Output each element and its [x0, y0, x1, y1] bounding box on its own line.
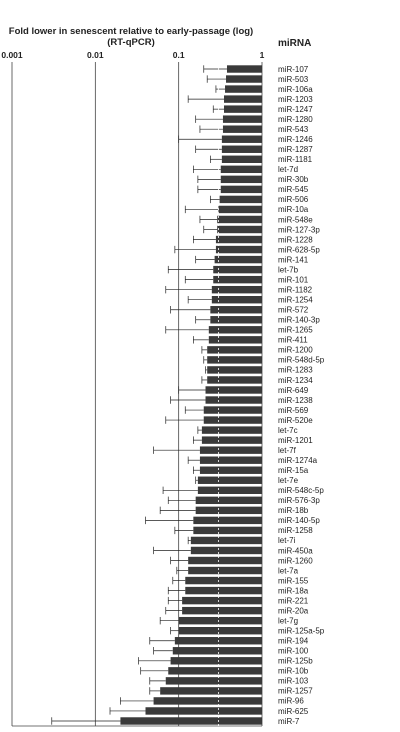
mirna-label: miR-548c-5p [278, 486, 324, 496]
mirna-label: miR-1260 [278, 556, 313, 566]
bar [222, 146, 262, 153]
bar [221, 176, 262, 183]
bar [220, 196, 262, 203]
mirna-label: miR-107 [278, 64, 309, 74]
mirna-label: miR-1257 [278, 686, 313, 696]
bar [196, 497, 262, 504]
bar [179, 627, 262, 634]
bar [207, 366, 262, 373]
bar [224, 105, 262, 112]
x-tick-label: 0.1 [172, 50, 185, 60]
bar [217, 216, 262, 223]
bar [227, 65, 262, 72]
mirna-label: miR-411 [278, 335, 308, 345]
bar [225, 85, 262, 92]
bar [160, 687, 262, 694]
bar [200, 467, 262, 474]
bar [204, 406, 262, 413]
bar [204, 416, 262, 423]
mirna-label: miR-127-3p [278, 225, 320, 235]
mirna-label: miR-18a [278, 586, 309, 596]
bar [209, 336, 262, 343]
bar [191, 537, 262, 544]
bar [173, 647, 262, 654]
bar [217, 226, 262, 233]
mirna-label: miR-7 [278, 716, 300, 726]
bar [185, 577, 262, 584]
mirna-label: miR-1287 [278, 145, 313, 155]
mirna-label: let-7f [278, 445, 296, 455]
mirna-label: miR-1228 [278, 235, 313, 245]
mirna-label: miR-221 [278, 596, 309, 606]
bar [216, 246, 262, 253]
mirna-label: let-7b [278, 265, 299, 275]
mirna-label: miR-1234 [278, 375, 313, 385]
bar [202, 436, 262, 443]
bar [212, 296, 262, 303]
mirna-label: miR-125a-5p [278, 626, 325, 636]
mirna-label: miR-506 [278, 195, 309, 205]
mirna-label: miR-1238 [278, 395, 313, 405]
mirna-label: miR-100 [278, 646, 309, 656]
bar [212, 286, 262, 293]
bar [171, 657, 262, 664]
mirna-label: miR-1283 [278, 365, 313, 375]
bar [207, 376, 262, 383]
x-tick-label: 0.01 [87, 50, 104, 60]
bar [221, 166, 262, 173]
bar [213, 276, 262, 283]
bar [216, 236, 262, 243]
mirna-label: miR-543 [278, 124, 309, 134]
mirna-label: miR-125b [278, 656, 313, 666]
chart-subtitle: (RT-qPCR) [107, 37, 155, 48]
bar [206, 386, 262, 393]
mirna-label: miR-625 [278, 706, 309, 716]
mirna-label: miR-10b [278, 666, 309, 676]
mirna-label: miR-10a [278, 205, 309, 215]
bar [224, 95, 262, 102]
mirna-label: miR-503 [278, 74, 309, 84]
mirna-label: miR-1181 [278, 155, 313, 165]
mirna-label: miR-545 [278, 185, 309, 195]
bar [193, 527, 262, 534]
bar [179, 617, 262, 624]
mirna-label: let-7i [278, 536, 296, 546]
bar [207, 346, 262, 353]
mirna-label: miR-572 [278, 305, 309, 315]
mirna-label: miR-140-3p [278, 315, 320, 325]
mirna-label: miR-1280 [278, 114, 313, 124]
bar [202, 426, 262, 433]
mirna-label: let-7g [278, 616, 299, 626]
bar [223, 125, 262, 132]
bar [222, 156, 262, 163]
mirna-label: let-7d [278, 165, 299, 175]
mirna-label: miR-141 [278, 255, 309, 265]
bar [196, 507, 262, 514]
bar [182, 597, 262, 604]
bar [120, 717, 262, 724]
mirna-label: miR-450a [278, 546, 313, 556]
mirna-label: miR-20a [278, 606, 309, 616]
bar [188, 557, 262, 564]
bar [221, 186, 262, 193]
bar [218, 206, 262, 213]
mirna-label: miR-1182 [278, 285, 313, 295]
bar [215, 256, 262, 263]
bar [209, 326, 262, 333]
mirna-label: miR-106a [278, 84, 313, 94]
bar [200, 446, 262, 453]
x-tick-label: 0.001 [1, 50, 23, 60]
mirna-label: miR-1201 [278, 435, 313, 445]
bar [154, 697, 262, 704]
bar [166, 677, 262, 684]
mirna-label: miR-548d-5p [278, 355, 325, 365]
bar [213, 266, 262, 273]
mirna-label: miR-1265 [278, 325, 313, 335]
mirna-label: miR-1200 [278, 345, 313, 355]
bar [198, 477, 262, 484]
mirna-column-header: miRNA [278, 38, 312, 49]
x-tick-label: 1 [259, 50, 265, 60]
mirna-label: miR-576-3p [278, 496, 320, 506]
chart-title: Fold lower in senescent relative to early-passage (log) [8, 26, 254, 37]
mirna-label: let-7a [278, 566, 299, 576]
mirna-label: miR-569 [278, 405, 309, 415]
bar [168, 667, 262, 674]
mirna-label: miR-1247 [278, 104, 313, 114]
mirna-label: miR-140-5p [278, 516, 320, 526]
bar [223, 115, 262, 122]
bar [200, 456, 262, 463]
mirna-label: miR-1258 [278, 526, 313, 536]
bar [198, 487, 262, 494]
mirna-label: miR-1274a [278, 455, 318, 465]
bar [207, 356, 262, 363]
bar [146, 707, 262, 714]
mirna-label: let-7e [278, 476, 299, 486]
mirna-label: miR-1254 [278, 295, 313, 305]
mirna-label: miR-649 [278, 385, 309, 395]
bar [226, 75, 262, 82]
mirna-label: let-7c [278, 425, 298, 435]
bar [188, 567, 262, 574]
mirna-label: miR-15a [278, 466, 309, 476]
mirna-label: miR-96 [278, 696, 304, 706]
mirna-label: miR-101 [278, 275, 309, 285]
mirna-label: miR-1203 [278, 94, 313, 104]
bar [185, 587, 262, 594]
bar [206, 396, 262, 403]
mirna-label: miR-103 [278, 676, 309, 686]
mirna-label: miR-18b [278, 506, 309, 516]
mirna-label: miR-628-5p [278, 245, 320, 255]
mirna-label: miR-30b [278, 175, 309, 185]
bar [182, 607, 262, 614]
mirna-label: miR-520e [278, 415, 313, 425]
bar [191, 547, 262, 554]
bar [193, 517, 262, 524]
mirna-label: miR-548e [278, 215, 313, 225]
mirna-label: miR-155 [278, 576, 309, 586]
mirna-label: miR-194 [278, 636, 309, 646]
mirna-label: miR-1246 [278, 135, 313, 145]
bar [222, 136, 262, 143]
